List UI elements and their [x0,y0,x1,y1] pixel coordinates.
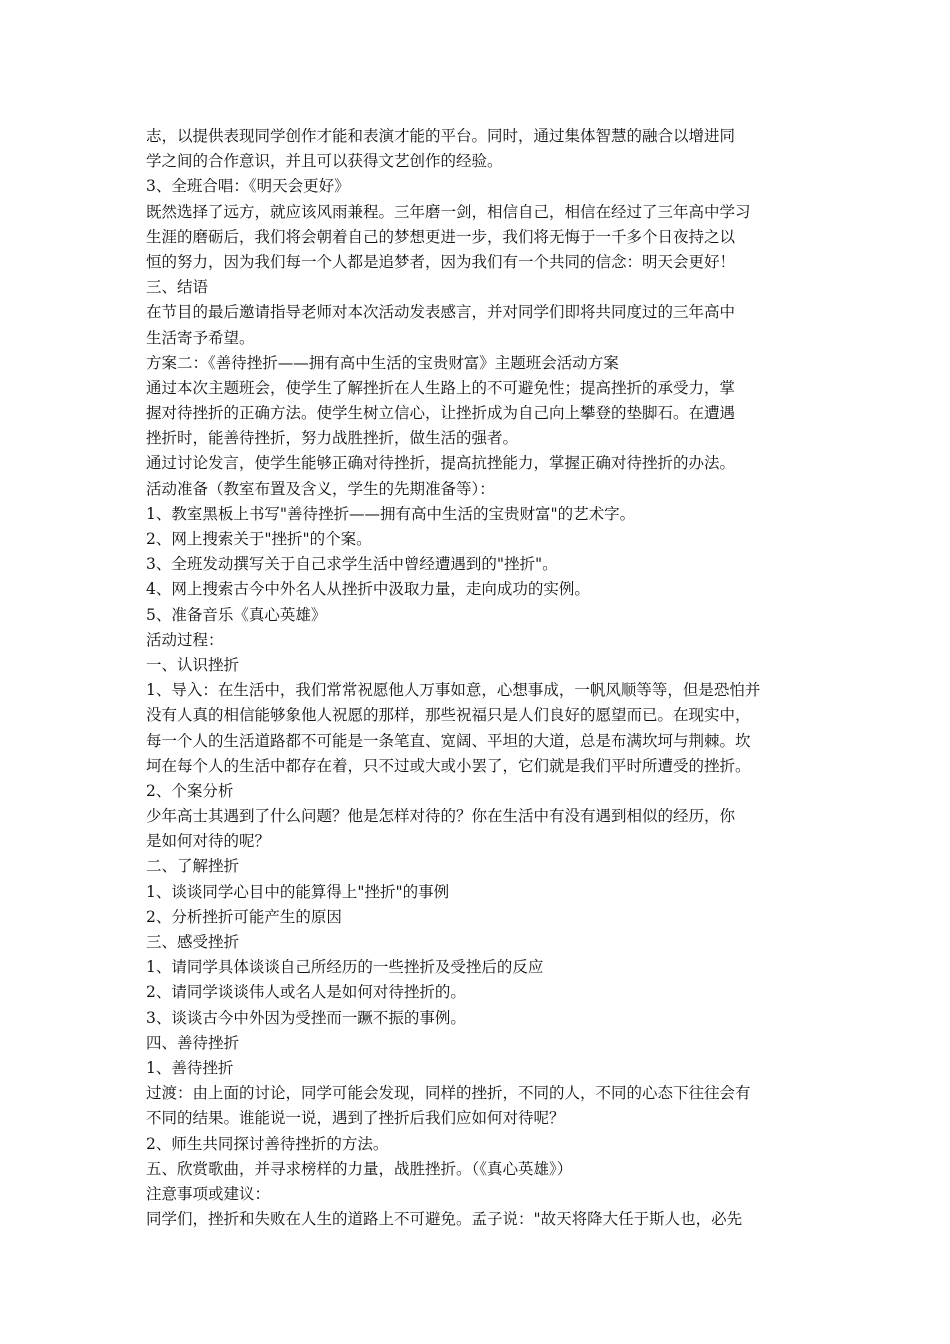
text-line: 每一个人的生活道路都不可能是一条笔直、宽阔、平坦的大道，总是布满坎坷与荆棘。坎 [146,731,751,750]
list-item: 2、网上搜索关于"挫折"的个案。 [146,530,372,548]
list-item: 1、谈谈同学心目中的能算得上"挫折"的事例 [146,882,450,901]
section-heading: 三、结语 [146,278,209,297]
list-item: 2、个案分析 [146,781,234,800]
text-line: 挫折时，能善待挫折，努力战胜挫折，做生活的强者。 [146,429,519,448]
section-heading: 五、欣赏歌曲，并寻求榜样的力量，战胜挫折。（《真心英雄》） [146,1159,573,1178]
list-item: 5、准备音乐《真心英雄》 [146,605,327,624]
section-item: 3、全班合唱：《明天会更好》 [146,177,350,196]
list-item: 1、请同学具体谈谈自己所经历的一些挫折及受挫后的反应 [146,958,544,977]
text-line: 是如何对待的呢？ [146,832,271,851]
list-item: 4、网上搜索古今中外名人从挫折中汲取力量，走向成功的实例。 [146,580,590,599]
section-heading: 四、善待挫折 [146,1033,240,1052]
text-line: 1、导入：在生活中，我们常常祝愿他人万事如意，心想事成，一帆风顺等等，但是恐怕并 [146,681,761,700]
section-heading: 三、感受挫折 [146,933,240,951]
text-line: 通过本次主题班会，使学生了解挫折在人生路上的不可避免性；提高挫折的承受力，掌 [146,378,736,397]
text-line: 没有人真的相信能够象他人祝愿的那样，那些祝福只是人们良好的愿望而已。在现实中， [146,706,751,725]
section-heading: 二、了解挫折 [146,857,240,876]
list-item: 2、请同学谈谈伟人或名人是如何对待挫折的。 [146,983,466,1002]
text-line: 在节目的最后邀请指导老师对本次活动发表感言，并对同学们即将共同度过的三年高中 [146,303,736,322]
text-line: 不同的结果。谁能说一说，遇到了挫折后我们应如何对待呢？ [146,1109,565,1128]
list-item: 3、谈谈古今中外因为受挫而一蹶不振的事例。 [146,1008,466,1027]
list-item: 2、分析挫折可能产生的原因 [146,907,342,926]
text-line: 既然选择了远方，就应该风雨兼程。三年磨一剑，相信自己，相信在经过了三年高中学习 [146,202,751,221]
text-line: 恒的努力，因为我们每一个人都是追梦者，因为我们有一个共同的信念：明天会更好！ [146,252,736,271]
section-heading: 注意事项或建议： [146,1184,271,1203]
text-line: 坷在每个人的生活中都存在着，只不过或大或小罢了，它们就是我们平时所遭受的挫折。 [146,756,751,775]
text-line: 通过讨论发言，使学生能够正确对待挫折，提高抗挫能力，掌握正确对待挫折的办法。 [146,454,736,473]
text-line: 生涯的磨砺后，我们将会朝着自己的梦想更进一步，我们将无悔于一千多个日夜持之以 [146,227,736,246]
text-line: 生活寄予希望。 [146,328,255,347]
list-item: 1、教室黑板上书写"善待挫折——拥有高中生活的宝贵财富"的艺术字。 [146,504,636,523]
text-line: 少年高士其遇到了什么问题？他是怎样对待的？你在生活中有没有遇到相似的经历，你 [146,807,736,826]
text-line: 志，以提供表现同学创作才能和表演才能的平台。同时，通过集体智慧的融合以增进同 [146,127,736,145]
list-item: 2、师生共同探讨善待挫折的方法。 [146,1134,389,1153]
section-heading: 一、认识挫折 [146,655,240,674]
plan-title: 方案二：《善待挫折——拥有高中生活的宝贵财富》主题班会活动方案 [146,353,619,372]
document-body [146,124,816,1232]
text-line: 学之间的合作意识，并且可以获得文艺创作的经验。 [146,152,503,171]
section-heading: 活动过程： [146,630,224,649]
list-item: 3、全班发动撰写关于自己求学生活中曾经遭遇到的"挫折"。 [146,555,558,574]
section-heading: 活动准备（教室布置及含义，学生的先期准备等）： [146,479,495,498]
text-line: 握对待挫折的正确方法。使学生树立信心，让挫折成为自己向上攀登的垫脚石。在遭遇 [146,404,736,423]
list-item: 1、善待挫折 [146,1058,234,1077]
text-line: 过渡：由上面的讨论，同学可能会发现，同样的挫折，不同的人，不同的心态下往往会有 [146,1084,751,1103]
text-line: 同学们，挫折和失败在人生的道路上不可避免。孟子说："故天将降大任于斯人也，必先 [146,1210,743,1229]
